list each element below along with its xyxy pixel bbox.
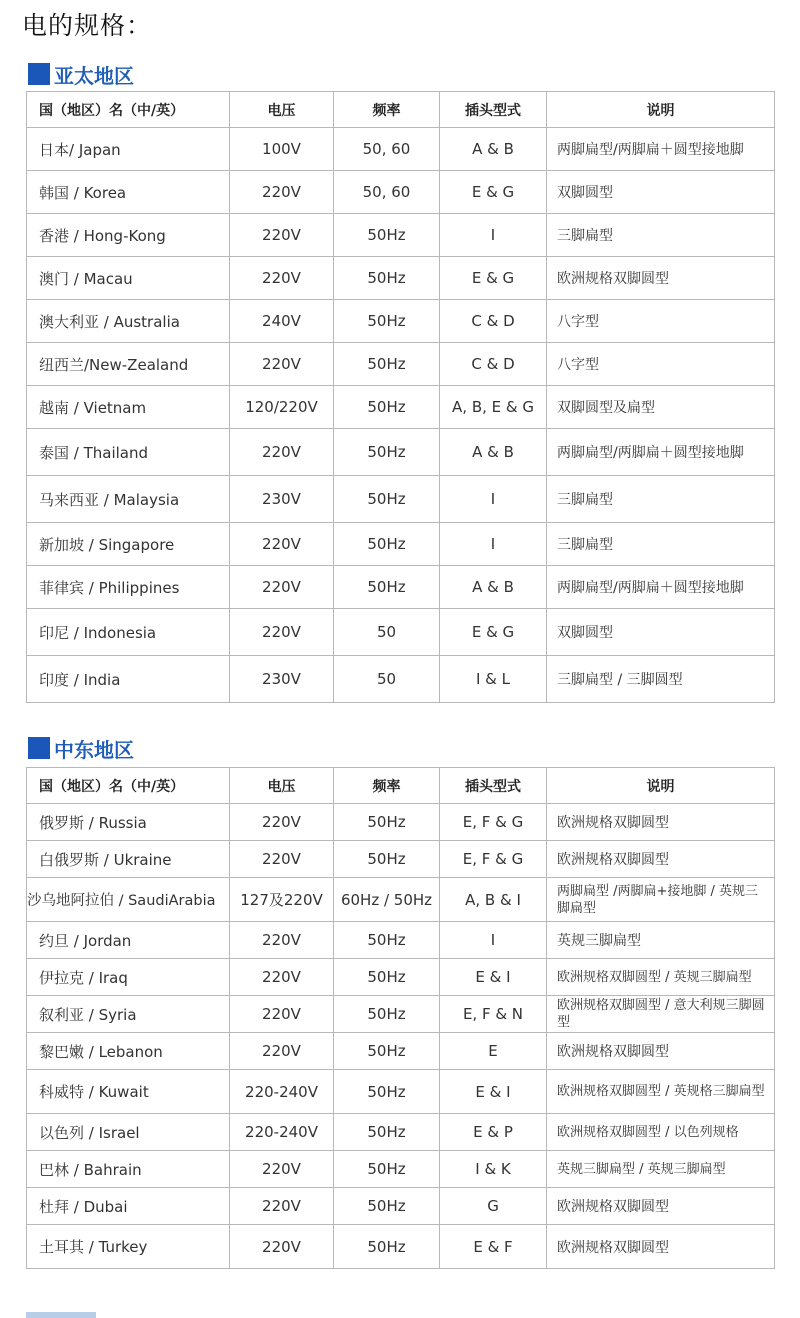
note-cell: 欧洲规格双脚圆型: [547, 1033, 775, 1070]
voltage-cell: 220-240V: [230, 1070, 334, 1114]
frequency-cell: 50Hz: [334, 523, 440, 566]
country-cell: 马来西亚 / Malaysia: [27, 476, 230, 523]
frequency-cell: 50Hz: [334, 996, 440, 1033]
country-cell: 沙乌地阿拉伯 / SaudiArabia: [27, 878, 230, 922]
section-title-text: 亚太地区: [54, 63, 134, 88]
note-cell: 两脚扁型 /两脚扁+接地脚 / 英规三脚扁型: [547, 878, 775, 922]
section-title-asia-pacific: [28, 59, 134, 89]
plug-type-cell: A & B: [440, 128, 547, 171]
table-row: [27, 656, 775, 703]
note-cell: 两脚扁型/两脚扁＋圆型接地脚: [547, 429, 775, 476]
country-cell: 韩国 / Korea: [27, 171, 230, 214]
table-row: [27, 1225, 775, 1269]
table-row: [27, 1151, 775, 1188]
plug-type-cell: E, F & G: [440, 841, 547, 878]
header-frequency: 频率: [334, 92, 440, 128]
plug-type-cell: E, F & G: [440, 804, 547, 841]
frequency-cell: 50Hz: [334, 804, 440, 841]
frequency-cell: 50Hz: [334, 1225, 440, 1269]
voltage-cell: 100V: [230, 128, 334, 171]
frequency-cell: 50: [334, 609, 440, 656]
voltage-cell: 120/220V: [230, 386, 334, 429]
middle-east-table-body: [27, 768, 775, 1269]
country-cell: 澳大利亚 / Australia: [27, 300, 230, 343]
voltage-cell: 230V: [230, 476, 334, 523]
note-cell: 欧洲规格双脚圆型: [547, 1188, 775, 1225]
frequency-cell: 50: [334, 656, 440, 703]
plug-type-cell: C & D: [440, 300, 547, 343]
plug-type-cell: I: [440, 523, 547, 566]
voltage-cell: 220V: [230, 1188, 334, 1225]
table-header-row: [27, 92, 775, 128]
country-cell: 泰国 / Thailand: [27, 429, 230, 476]
plug-type-cell: I: [440, 922, 547, 959]
frequency-cell: 50Hz: [334, 959, 440, 996]
country-cell: 土耳其 / Turkey: [27, 1225, 230, 1269]
country-cell: 印度 / India: [27, 656, 230, 703]
table-row: [27, 1188, 775, 1225]
plug-type-cell: E & P: [440, 1114, 547, 1151]
voltage-cell: 127及220V: [230, 878, 334, 922]
plug-type-cell: I: [440, 214, 547, 257]
note-cell: 欧洲规格双脚圆型 / 意大利规三脚圆型: [547, 996, 775, 1033]
frequency-cell: 50, 60: [334, 128, 440, 171]
voltage-cell: 220V: [230, 1225, 334, 1269]
plug-type-cell: I & L: [440, 656, 547, 703]
section-title-middle-east: [28, 733, 134, 763]
table-header-row: [27, 768, 775, 804]
note-cell: 欧洲规格双脚圆型: [547, 841, 775, 878]
voltage-cell: 220V: [230, 171, 334, 214]
asia-pacific-table: [26, 91, 775, 703]
country-cell: 香港 / Hong-Kong: [27, 214, 230, 257]
plug-type-cell: A & B: [440, 429, 547, 476]
table-row: [27, 609, 775, 656]
table-row: [27, 804, 775, 841]
note-cell: 欧洲规格双脚圆型: [547, 257, 775, 300]
section-title-text: 中东地区: [54, 737, 134, 762]
table-row: [27, 922, 775, 959]
country-cell: 印尼 / Indonesia: [27, 609, 230, 656]
note-cell: 英规三脚扁型 / 英规三脚扁型: [547, 1151, 775, 1188]
voltage-cell: 220V: [230, 996, 334, 1033]
frequency-cell: 50Hz: [334, 1114, 440, 1151]
header-voltage: 电压: [230, 768, 334, 804]
country-cell: 科威特 / Kuwait: [27, 1070, 230, 1114]
section-marker-icon: [28, 737, 50, 759]
plug-type-cell: E & F: [440, 1225, 547, 1269]
voltage-cell: 220V: [230, 959, 334, 996]
country-cell: 以色列 / Israel: [27, 1114, 230, 1151]
table-row: [27, 476, 775, 523]
voltage-cell: 220V: [230, 609, 334, 656]
table-row: [27, 1070, 775, 1114]
note-cell: 三脚扁型 / 三脚圆型: [547, 656, 775, 703]
voltage-cell: 220V: [230, 1151, 334, 1188]
table-row: [27, 841, 775, 878]
plug-type-cell: A, B & I: [440, 878, 547, 922]
frequency-cell: 50Hz: [334, 1070, 440, 1114]
note-cell: 英规三脚扁型: [547, 922, 775, 959]
plug-type-cell: E & I: [440, 959, 547, 996]
table-row: [27, 1033, 775, 1070]
header-country: 国（地区）名（中/英）: [27, 92, 230, 128]
voltage-cell: 230V: [230, 656, 334, 703]
voltage-cell: 220V: [230, 566, 334, 609]
note-cell: 八字型: [547, 300, 775, 343]
voltage-cell: 220V: [230, 841, 334, 878]
table-row: [27, 343, 775, 386]
plug-type-cell: E: [440, 1033, 547, 1070]
plug-type-cell: E & G: [440, 257, 547, 300]
country-cell: 叙利亚 / Syria: [27, 996, 230, 1033]
frequency-cell: 60Hz / 50Hz: [334, 878, 440, 922]
note-cell: 双脚圆型: [547, 609, 775, 656]
frequency-cell: 50, 60: [334, 171, 440, 214]
page-title: 电的规格：: [22, 11, 153, 40]
note-cell: 欧洲规格双脚圆型: [547, 1225, 775, 1269]
frequency-cell: 50Hz: [334, 386, 440, 429]
frequency-cell: 50Hz: [334, 429, 440, 476]
note-cell: 两脚扁型/两脚扁＋圆型接地脚: [547, 128, 775, 171]
frequency-cell: 50Hz: [334, 922, 440, 959]
voltage-cell: 220V: [230, 257, 334, 300]
plug-type-cell: A & B: [440, 566, 547, 609]
plug-type-cell: E & G: [440, 609, 547, 656]
table-row: [27, 523, 775, 566]
country-cell: 巴林 / Bahrain: [27, 1151, 230, 1188]
middle-east-table: [26, 767, 775, 1269]
voltage-cell: 220V: [230, 429, 334, 476]
note-cell: 欧洲规格双脚圆型 / 以色列规格: [547, 1114, 775, 1151]
voltage-cell: 220V: [230, 922, 334, 959]
table-row: [27, 566, 775, 609]
header-voltage: 电压: [230, 92, 334, 128]
note-cell: 欧洲规格双脚圆型 / 英规格三脚扁型: [547, 1070, 775, 1114]
frequency-cell: 50Hz: [334, 343, 440, 386]
voltage-cell: 220V: [230, 523, 334, 566]
frequency-cell: 50Hz: [334, 1188, 440, 1225]
note-cell: 双脚圆型及扁型: [547, 386, 775, 429]
note-cell: 三脚扁型: [547, 523, 775, 566]
country-cell: 白俄罗斯 / Ukraine: [27, 841, 230, 878]
country-cell: 菲律宾 / Philippines: [27, 566, 230, 609]
table-row: [27, 171, 775, 214]
voltage-cell: 220V: [230, 214, 334, 257]
plug-type-cell: G: [440, 1188, 547, 1225]
country-cell: 伊拉克 / Iraq: [27, 959, 230, 996]
table-row: [27, 1114, 775, 1151]
note-cell: 欧洲规格双脚圆型: [547, 804, 775, 841]
plug-type-cell: E & G: [440, 171, 547, 214]
table-row: [27, 300, 775, 343]
note-cell: 三脚扁型: [547, 476, 775, 523]
plug-type-cell: C & D: [440, 343, 547, 386]
frequency-cell: 50Hz: [334, 257, 440, 300]
table-row: [27, 128, 775, 171]
table-row: [27, 257, 775, 300]
frequency-cell: 50Hz: [334, 841, 440, 878]
section-marker-icon: [28, 63, 50, 85]
country-cell: 杜拜 / Dubai: [27, 1188, 230, 1225]
country-cell: 日本/ Japan: [27, 128, 230, 171]
country-cell: 俄罗斯 / Russia: [27, 804, 230, 841]
header-note: 说明: [547, 92, 775, 128]
plug-type-cell: E, F & N: [440, 996, 547, 1033]
header-frequency: 频率: [334, 768, 440, 804]
asia-pacific-table-body: [27, 92, 775, 703]
plug-type-cell: A, B, E & G: [440, 386, 547, 429]
note-cell: 欧洲规格双脚圆型 / 英规三脚扁型: [547, 959, 775, 996]
frequency-cell: 50Hz: [334, 300, 440, 343]
voltage-cell: 220V: [230, 1033, 334, 1070]
voltage-cell: 220-240V: [230, 1114, 334, 1151]
frequency-cell: 50Hz: [334, 214, 440, 257]
country-cell: 澳门 / Macau: [27, 257, 230, 300]
frequency-cell: 50Hz: [334, 1151, 440, 1188]
country-cell: 黎巴嫩 / Lebanon: [27, 1033, 230, 1070]
note-cell: 双脚圆型: [547, 171, 775, 214]
note-cell: 八字型: [547, 343, 775, 386]
header-note: 说明: [547, 768, 775, 804]
country-cell: 纽西兰/New-Zealand: [27, 343, 230, 386]
country-cell: 约旦 / Jordan: [27, 922, 230, 959]
voltage-cell: 240V: [230, 300, 334, 343]
next-section-marker: [26, 1312, 96, 1318]
plug-type-cell: I & K: [440, 1151, 547, 1188]
country-cell: 新加坡 / Singapore: [27, 523, 230, 566]
frequency-cell: 50Hz: [334, 1033, 440, 1070]
frequency-cell: 50Hz: [334, 476, 440, 523]
voltage-cell: 220V: [230, 804, 334, 841]
table-row: [27, 959, 775, 996]
plug-type-cell: I: [440, 476, 547, 523]
frequency-cell: 50Hz: [334, 566, 440, 609]
table-row: [27, 996, 775, 1033]
note-cell: 两脚扁型/两脚扁＋圆型接地脚: [547, 566, 775, 609]
table-row: [27, 386, 775, 429]
header-country: 国（地区）名（中/英）: [27, 768, 230, 804]
header-plug: 插头型式: [440, 768, 547, 804]
note-cell: 三脚扁型: [547, 214, 775, 257]
header-plug: 插头型式: [440, 92, 547, 128]
plug-type-cell: E & I: [440, 1070, 547, 1114]
table-row: [27, 429, 775, 476]
table-row: [27, 214, 775, 257]
voltage-cell: 220V: [230, 343, 334, 386]
country-cell: 越南 / Vietnam: [27, 386, 230, 429]
table-row: [27, 878, 775, 922]
